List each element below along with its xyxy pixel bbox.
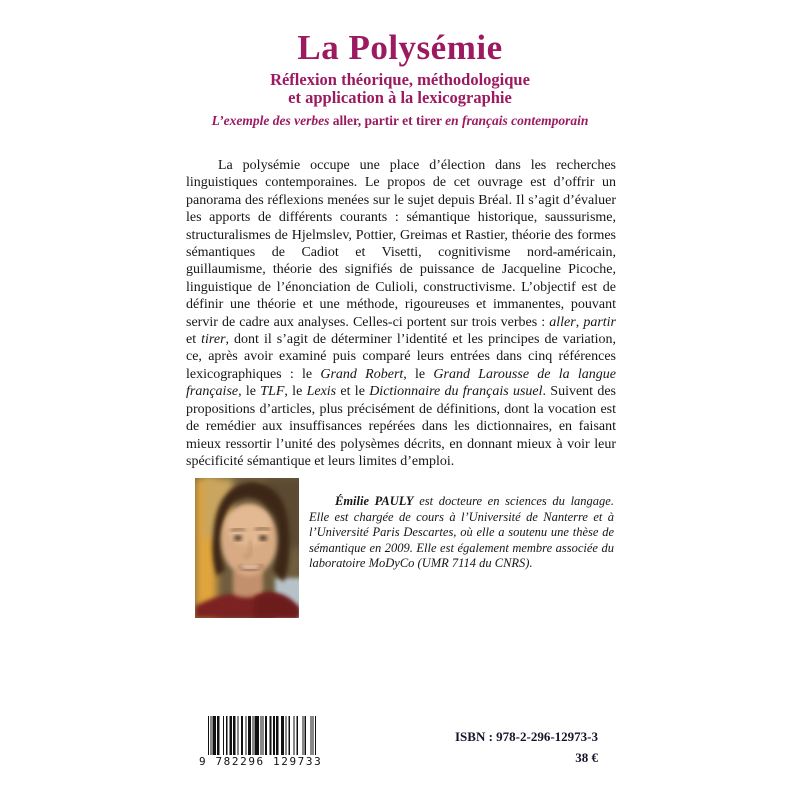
isbn-text: ISBN : 978-2-296-12973-3 <box>455 729 598 744</box>
barcode-block <box>199 716 323 768</box>
book-title: La Polysémie <box>297 28 503 67</box>
subtitle-line-2: et application à la lexicographie <box>288 88 512 107</box>
barcode-digits: 9 782296 129733 <box>199 755 323 768</box>
price-text: 38 € <box>575 750 598 765</box>
ean13-barcode <box>208 716 316 755</box>
synopsis-paragraph: La polysémie occupe une place d’élection dans les recherches linguistiques contemporaines. Le propos de cet ouvrage est d’offrir un panorama des réflexions menées sur le sujet depuis Bréal. Il s’agit d’évaluer les apports de différents courants : sémantique historique, saussurisme, structuralismes de Hjelmslev, Pottier, Greimas et Rastier, théorie des formes sémantiques de Cadiot et Visetti, cognitivisme nord-américain, guillaumisme, théorie des signifiés de puissance de Jacqueline Picoche, linguistique de l’énonciation de Culioli, constructivisme. L’objectif est de définir une théorie et une méthode, rigoureuses et immanentes, pouvant servir de cadre aux analyses. Celles-ci portent sur trois verbes : aller, partir et tirer, dont il s’agit de déterminer l’identité et les principes de variation, ce, après avoir examiné puis comparé leurs entrées dans cinq références lexicographiques : le Grand Robert, le Grand Larousse de la langue française, le TLF, le Lexis et le Dictionnaire du français usuel. Suivent des propositions d’articles, plus précisément de définitions, dont la vocation est de remédier aux insuffisances repérées dans les dictionnaires, en faisant mieux ressortir l’unité des polysèmes décrits, en donnant mieux à voir leur spécificité sémantique et leurs limites d’emploi. <box>186 158 616 469</box>
book-subtitle <box>0 71 800 107</box>
isbn-price-block <box>398 726 598 768</box>
author-portrait-photo <box>195 478 299 618</box>
author-bio: Émilie PAULY est docteure en sciences du langage. Elle est chargée de cours à l’Université de Nanterre et à l’Université Paris Descartes, où elle a soutenu une thèse de sémantique en 2009. Elle est également membre associée du laboratoire MoDyCo (UMR 7114 du CNRS). <box>309 494 614 571</box>
subtitle-line-1: Réflexion théorique, méthodologique <box>270 70 530 89</box>
book-tagline: L’exemple des verbes aller, partir et tirer en français contemporain <box>211 113 589 128</box>
